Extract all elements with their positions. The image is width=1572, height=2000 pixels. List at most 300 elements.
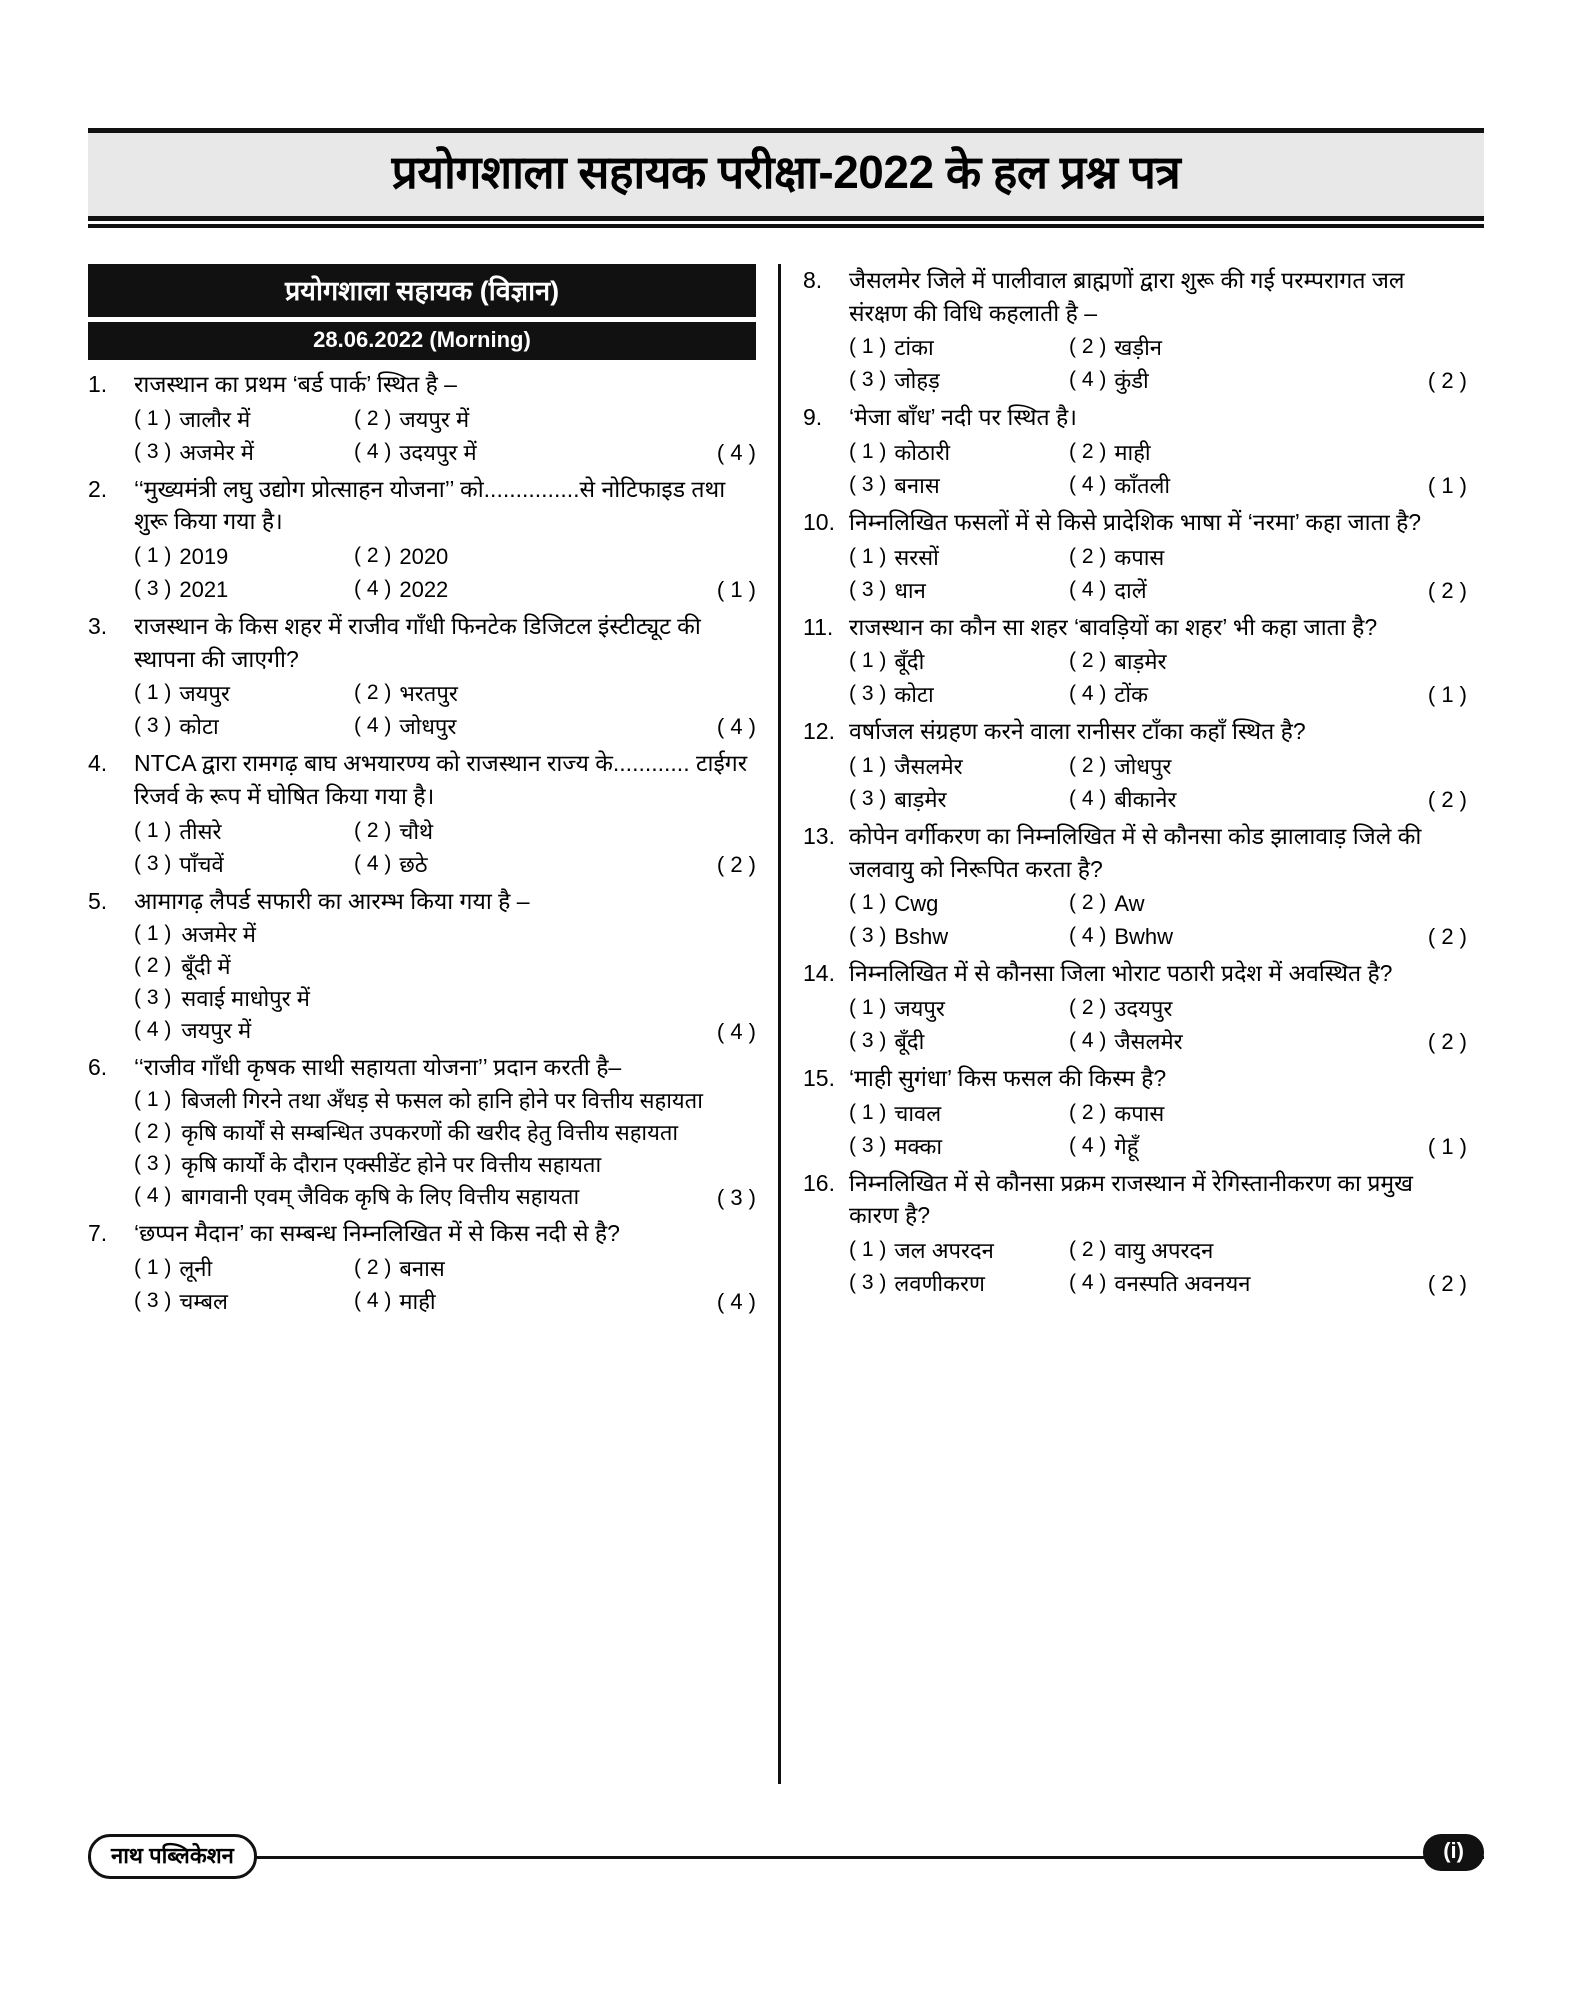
option-value: बूँदी में [181,954,231,980]
option-label: ( 4 ) [354,714,392,738]
option-value: कोटा [894,682,934,708]
option[interactable] [849,1234,1069,1267]
option-value: 2020 [399,543,449,569]
answer-key: ( 2 ) [1427,368,1467,394]
option-label: ( 4 ) [1069,1133,1107,1157]
option[interactable] [354,403,604,436]
option[interactable] [849,1097,1069,1130]
option-label: ( 1 ) [134,922,172,946]
question-header [803,506,1467,539]
option-value: उदयपुर में [399,439,477,465]
option-row [849,678,1467,711]
option[interactable] [134,848,354,881]
option-value: Cwg [894,891,939,917]
option[interactable] [354,436,604,469]
question-header [88,473,756,538]
question-number: 12. [803,718,835,745]
option-label: ( 1 ) [134,1255,172,1279]
option-value: काँतली [1114,472,1171,498]
answer-key: ( 4 ) [716,1288,756,1314]
footer-rule [88,1856,1484,1859]
option-row [134,1181,756,1213]
question-header [803,715,1467,748]
question-header [803,1167,1467,1232]
option-value: जयपुर [894,995,945,1021]
answer-key: ( 2 ) [1427,924,1467,950]
option-row [134,436,756,469]
question-list-right [803,264,1467,1300]
option-label: ( 3 ) [134,576,172,600]
option-label: ( 3 ) [849,1028,887,1052]
option-value: कृषि कार्यों से सम्बन्धित उपकरणों की खरीद हेतु वित्तीय सहायता [181,1120,679,1146]
answer-key: ( 1 ) [716,576,756,602]
question-header [88,368,756,401]
answer-key: ( 2 ) [1427,577,1467,603]
question-header [803,401,1467,434]
option[interactable] [134,919,756,951]
option-row [134,403,756,436]
question-block [803,1062,1467,1163]
option[interactable] [1069,645,1319,678]
option-label: ( 2 ) [354,681,392,705]
answer-key: ( 1 ) [1427,472,1467,498]
question-header [88,1051,756,1084]
option-value: बनास [399,1255,445,1281]
option-row [134,848,756,881]
option[interactable] [1069,678,1319,711]
option-label: ( 4 ) [1069,1028,1107,1052]
option-value: जयपुर में [181,1017,252,1043]
option-value: सवाई माधोपुर में [181,986,310,1012]
option-value: बाड़मेर [1114,649,1167,675]
option[interactable] [849,364,1069,397]
option-value: सरसों [894,544,939,570]
question-text: ‘माही सुगंधा’ किस फसल की किस्म है? [849,1064,1167,1091]
question-block [803,1167,1467,1300]
option[interactable] [134,1181,756,1213]
option-label: ( 2 ) [134,954,172,978]
option-row [849,750,1467,783]
option-list [849,750,1467,816]
option-value: 2022 [399,576,449,602]
option[interactable] [134,403,354,436]
page-footer [88,1834,1484,1880]
option-label: ( 2 ) [1069,891,1107,915]
option-value: वायु अपरदन [1114,1237,1214,1263]
option-label: ( 1 ) [849,1100,887,1124]
question-header [803,820,1467,885]
option-value: 2021 [179,576,229,602]
option-row [849,887,1467,920]
question-block [88,1051,756,1213]
question-block [88,368,756,469]
option-row [849,436,1467,469]
option-list [134,1252,756,1318]
option-label: ( 4 ) [354,1288,392,1312]
option[interactable] [849,574,1069,607]
option-value: खड़ीन [1114,335,1163,361]
option-label: ( 3 ) [134,986,172,1010]
option[interactable] [134,540,354,573]
option-value: जोधपुर [399,714,457,740]
option-label: ( 4 ) [354,576,392,600]
option[interactable] [849,645,1069,678]
left-column [88,264,778,1804]
option-label: ( 3 ) [849,472,887,496]
option-value: बिजली गिरने तथा अँधड़ से फसल को हानि होने पर वित्तीय सहायता [181,1088,703,1114]
option-row [134,1285,756,1318]
option-value: जैसलमेर [894,753,963,779]
page-sheet [88,128,1484,1880]
option-list [134,677,756,743]
question-header [803,264,1467,329]
option-label: ( 1 ) [849,753,887,777]
option[interactable] [1069,1130,1319,1163]
option-value: चम्बल [179,1288,228,1314]
option[interactable] [134,1085,756,1117]
option-value: Bwhw [1114,924,1174,950]
question-number: 5. [88,887,108,914]
option-row [849,1025,1467,1058]
question-number: 7. [88,1220,108,1247]
option-label: ( 3 ) [849,924,887,948]
option-label: ( 4 ) [1069,368,1107,392]
question-number: 16. [803,1169,835,1196]
option-value: बाड़मेर [894,786,947,812]
answer-key: ( 3 ) [716,1185,756,1211]
option[interactable] [354,540,604,573]
question-number: 13. [803,822,835,849]
option[interactable] [1069,436,1319,469]
option-value: गेहूँ [1114,1133,1139,1159]
question-header [803,611,1467,644]
option-label: ( 3 ) [134,714,172,738]
option[interactable] [134,573,354,606]
question-block [803,506,1467,607]
option-list [849,1234,1467,1300]
option-label: ( 4 ) [1069,786,1107,810]
option-row [134,1252,756,1285]
option-value: पाँचवें [179,851,224,877]
option-row [134,573,756,606]
question-text: ‘मेजा बाँध’ नदी पर स्थित है। [849,404,1077,431]
option-row [849,1097,1467,1130]
option-row [134,710,756,743]
option-value: छठे [399,851,428,877]
option-list [849,436,1467,502]
option-list [134,403,756,469]
question-text: ‘छप्पन मैदान’ का सम्बन्ध निम्नलिखित में से किस नदी से है? [134,1220,620,1247]
option-label: ( 1 ) [134,543,172,567]
option-value: अजमेर में [181,922,256,948]
option-label: ( 2 ) [354,1255,392,1279]
question-text: ‘‘राजीव गाँधी कृषक साथी सहायता योजना’’ प्रदान करती है– [134,1053,622,1080]
option[interactable] [354,573,604,606]
option-row [849,1234,1467,1267]
option[interactable] [849,750,1069,783]
option-value: कोठारी [894,439,951,465]
option-label: ( 3 ) [849,1270,887,1294]
option-value: तीसरे [179,818,222,844]
option-label: ( 3 ) [849,786,887,810]
question-text: कोपेन वर्गीकरण का निम्नलिखित में से कौनसा कोड झालावाड़ जिले की जलवायु को निरूपित करता है? [849,822,1422,882]
option[interactable] [1069,1267,1319,1300]
question-header [88,1217,756,1250]
option-value: मक्का [894,1133,943,1159]
option-label: ( 1 ) [849,1237,887,1261]
option[interactable] [134,436,354,469]
option[interactable] [849,541,1069,574]
option[interactable] [1069,750,1319,783]
option-label: ( 1 ) [849,995,887,1019]
option[interactable] [849,1267,1069,1300]
option-label: ( 2 ) [1069,439,1107,463]
option[interactable] [1069,364,1319,397]
question-text: राजस्थान के किस शहर में राजीव गाँधी फिनटेक डिजिटल इंस्टीट्यूट की स्थापना की जाएगी? [134,612,701,672]
question-number: 2. [88,475,108,502]
option-value: कोटा [179,714,219,740]
option-label: ( 1 ) [849,335,887,359]
option[interactable] [849,1130,1069,1163]
question-text: ‘‘मुख्यमंत्री लघु उद्योग प्रोत्साहन योजना’’ को...............से नोटिफाइड तथा शुरू किया गया है। [134,475,726,535]
right-column [791,264,1467,1804]
question-block [88,473,756,606]
option-row [134,951,756,983]
option-label: ( 4 ) [354,439,392,463]
option[interactable] [134,1149,756,1181]
option-row [849,783,1467,816]
option[interactable] [134,983,756,1015]
question-block [88,610,756,743]
question-number: 6. [88,1053,108,1080]
option-label: ( 1 ) [849,891,887,915]
option-value: बूँदी [894,649,925,675]
option-label: ( 2 ) [354,818,392,842]
option-label: ( 1 ) [849,439,887,463]
option-label: ( 3 ) [134,851,172,875]
option[interactable] [849,436,1069,469]
option-label: ( 2 ) [1069,1237,1107,1261]
option-value: जयपुर [179,681,230,707]
question-block [88,885,756,1047]
two-column-body [88,264,1484,1804]
option-value: टांका [894,335,934,361]
option-row [849,1130,1467,1163]
option[interactable] [134,710,354,743]
option-value: माही [399,1288,436,1314]
option-value: जोधपुर [1114,753,1172,779]
option-value: बागवानी एवम् जैविक कृषि के लिए वित्तीय सहायता [181,1184,580,1210]
option-label: ( 4 ) [134,1017,172,1041]
option-row [849,920,1467,953]
question-block [803,957,1467,1058]
page-number-badge: (i) [1423,1834,1484,1871]
option-row [134,1149,756,1181]
question-block [803,401,1467,502]
option-value: कृषि कार्यों के दौरान एक्सीडेंट होने पर वित्तीय सहायता [181,1152,602,1178]
option-value: अजमेर में [179,439,254,465]
option[interactable] [354,1252,604,1285]
date-bar: 28.06.2022 (Morning) [88,322,756,360]
option-label: ( 1 ) [134,681,172,705]
option[interactable] [354,1285,604,1318]
option[interactable] [849,887,1069,920]
option-label: ( 2 ) [354,543,392,567]
option-value: चावल [894,1100,942,1126]
option-label: ( 1 ) [134,818,172,842]
question-number: 3. [88,612,108,639]
option-row [849,331,1467,364]
option-value: कपास [1114,544,1165,570]
answer-key: ( 2 ) [1427,786,1467,812]
option-value: जयपुर में [399,406,470,432]
option-label: ( 4 ) [1069,472,1107,496]
option-row [849,364,1467,397]
option-value: Bshw [894,924,949,950]
option-row [134,815,756,848]
option[interactable] [134,1117,756,1149]
option[interactable] [1069,331,1319,364]
option-value: जालौर में [179,406,251,432]
option-row [134,1015,756,1047]
question-block [88,1217,756,1318]
question-number: 8. [803,267,823,293]
option[interactable] [1069,920,1319,953]
answer-key: ( 1 ) [1427,682,1467,708]
option-row [134,1085,756,1117]
option[interactable] [849,783,1069,816]
option-label: ( 3 ) [849,368,887,392]
option-label: ( 2 ) [1069,1100,1107,1124]
option[interactable] [134,815,354,848]
option-label: ( 3 ) [849,682,887,706]
option[interactable] [134,1285,354,1318]
option-label: ( 1 ) [849,544,887,568]
option-list [849,887,1467,953]
question-header [88,747,756,812]
option-label: ( 3 ) [134,439,172,463]
question-number: 1. [88,371,108,397]
option-row [134,677,756,710]
question-number: 14. [803,960,835,987]
option-value: चौथे [399,818,434,844]
option[interactable] [1069,469,1319,502]
option-list [134,540,756,606]
answer-key: ( 4 ) [716,1018,756,1044]
option[interactable] [849,469,1069,502]
option-value: जल अपरदन [894,1237,994,1263]
option-label: ( 2 ) [1069,649,1107,673]
question-block [803,820,1467,953]
question-text: निम्नलिखित फसलों में से किसे प्रादेशिक भाषा में ‘नरमा’ कहा जाता है? [849,508,1422,535]
question-number: 10. [803,508,835,535]
option-value: भरतपुर [399,681,458,707]
option[interactable] [1069,887,1319,920]
option-value: टोंक [1114,682,1149,708]
question-text: राजस्थान का प्रथम ‘बर्ड पार्क’ स्थित है – [134,371,457,397]
option-list [134,1085,756,1213]
option[interactable] [1069,574,1319,607]
question-number: 9. [803,404,823,431]
option-label: ( 3 ) [134,1152,172,1176]
option-list [849,331,1467,397]
option-list [849,541,1467,607]
question-header [803,1062,1467,1095]
option-label: ( 2 ) [1069,995,1107,1019]
question-text: राजस्थान का कौन सा शहर ‘बावड़ियों का शहर’ भी कहा जाता है? [849,613,1378,640]
option-label: ( 1 ) [134,1088,172,1112]
option-label: ( 2 ) [134,1120,172,1144]
option[interactable] [849,1025,1069,1058]
option-value: कुंडी [1114,368,1149,394]
option[interactable] [849,678,1069,711]
option[interactable] [354,710,604,743]
option-label: ( 1 ) [134,406,172,430]
option[interactable] [1069,1097,1319,1130]
option[interactable] [354,848,604,881]
option-list [849,992,1467,1058]
option-value: बूँदी [894,1028,925,1054]
option[interactable] [849,331,1069,364]
option-row [849,1267,1467,1300]
question-header [803,957,1467,990]
option-list [134,919,756,1047]
option[interactable] [1069,1025,1319,1058]
answer-key: ( 1 ) [1427,1133,1467,1159]
option-value: वनस्पति अवनयन [1114,1270,1251,1296]
question-block [803,264,1467,397]
option-label: ( 3 ) [849,577,887,601]
option[interactable] [849,920,1069,953]
page-title-banner [88,128,1484,221]
option-label: ( 1 ) [849,649,887,673]
column-divider [778,264,781,1784]
publisher-badge: नाथ पब्लिकेशन [88,1834,257,1879]
option[interactable] [134,1015,756,1047]
question-text: निम्नलिखित में से कौनसा जिला भोराट पठारी प्रदेश में अवस्थित है? [849,960,1393,987]
option-value: जोहड़ [894,368,940,394]
question-text: NTCA द्वारा रामगढ़ बाघ अभयारण्य को राजस्थान राज्य के............ टाईगर रिजर्व के रूप में घोषित किया गया है। [134,750,748,809]
option[interactable] [1069,1234,1319,1267]
option[interactable] [849,992,1069,1025]
option-label: ( 2 ) [1069,544,1107,568]
question-list-left [88,368,756,1318]
question-header [88,885,756,918]
option[interactable] [134,677,354,710]
option[interactable] [134,951,756,983]
subject-bar: प्रयोगशाला सहायक (विज्ञान) [88,264,756,317]
option[interactable] [134,1252,354,1285]
option[interactable] [1069,992,1319,1025]
option-label: ( 4 ) [1069,577,1107,601]
option[interactable] [354,815,604,848]
option[interactable] [354,677,604,710]
option-list [849,645,1467,711]
answer-key: ( 2 ) [1427,1270,1467,1296]
option[interactable] [1069,541,1319,574]
option-value: उदयपुर [1114,995,1173,1021]
option-list [134,815,756,881]
option-value: दालें [1114,577,1147,603]
option-row [849,541,1467,574]
option-row [134,919,756,951]
option-value: माही [1114,439,1151,465]
option[interactable] [1069,783,1319,816]
option-value: बनास [894,472,940,498]
page-title: प्रयोगशाला सहायक परीक्षा-2022 के हल प्रश्न पत्र [391,146,1181,198]
option-value: कपास [1114,1100,1165,1126]
option-label: ( 3 ) [849,1133,887,1157]
